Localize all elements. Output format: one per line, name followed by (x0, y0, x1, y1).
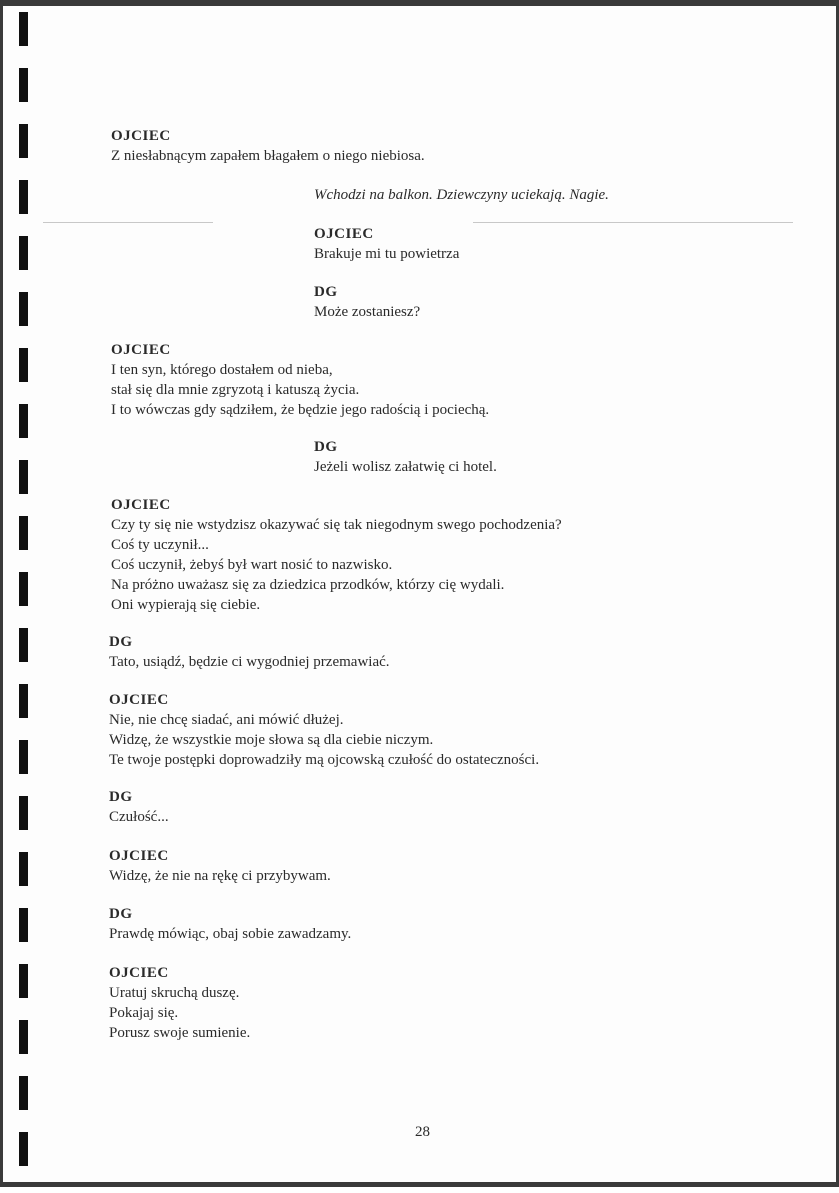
binding-hole (19, 236, 28, 270)
dialogue-line: Brakuje mi tu powietrza (314, 246, 460, 262)
dialogue-block (314, 224, 459, 264)
dialogue-line: Nie, nie chcę siadać, ani mówić dłużej. (109, 712, 344, 728)
binding-hole (19, 12, 28, 46)
speaker-name: OJCIEC (111, 342, 171, 358)
dialogue-line: Te twoje postępki doprowadziły mą ojcowską czułość do ostateczności. (109, 752, 540, 768)
binding-hole (19, 460, 28, 494)
dialogue-line: Tato, usiądź, będzie ci wygodniej przemawiać. (109, 654, 390, 670)
binding-hole (19, 292, 28, 326)
dialogue-line: Na próżno uważasz się za dziedzica przodków, którzy cię wydali. (111, 577, 505, 593)
scan-artifact (43, 222, 213, 223)
dialogue-line: Widzę, że wszystkie moje słowa są dla ciebie niczym. (109, 732, 434, 748)
dialogue-block (109, 904, 351, 944)
dialogue-line: stał się dla mnie zgryzotą i katuszą życia. (111, 382, 360, 398)
speaker-name: OJCIEC (111, 497, 171, 513)
speaker-name: DG (314, 284, 338, 300)
dialogue-block (111, 495, 562, 615)
binding-hole (19, 404, 28, 438)
speaker-name: DG (109, 906, 133, 922)
binding-hole (19, 852, 28, 886)
dialogue-line: Prawdę mówiąc, obaj sobie zawadzamy. (109, 926, 352, 942)
binding-hole (19, 796, 28, 830)
dialogue-line: Z niesłabnącym zapałem błagałem o niego niebiosa. (111, 148, 425, 164)
dialogue-block (109, 690, 539, 770)
dialogue-line: Pokajaj się. (109, 1005, 179, 1021)
binding-hole (19, 124, 28, 158)
dialogue-line: Oni wypierają się ciebie. (111, 597, 261, 613)
dialogue-line: Czy ty się nie wstydzisz okazywać się tak niegodnym swego pochodzenia? (111, 517, 562, 533)
binding-hole (19, 516, 28, 550)
binding-hole (19, 180, 28, 214)
stage-direction: Wchodzi na balkon. Dziewczyny uciekają. Nagie. (314, 187, 609, 203)
dialogue-line: Czułość... (109, 809, 169, 825)
dialogue-line: Widzę, że nie na rękę ci przybywam. (109, 868, 331, 884)
dialogue-block (109, 787, 169, 827)
dialogue-block (109, 632, 390, 672)
dialogue-block (111, 126, 425, 166)
speaker-name: OJCIEC (109, 965, 169, 981)
binding-hole (19, 964, 28, 998)
speaker-name: DG (109, 634, 133, 650)
dialogue-line: Jeżeli wolisz załatwię ci hotel. (314, 459, 497, 475)
binding-hole (19, 348, 28, 382)
dialogue-block (109, 846, 331, 886)
binding-hole (19, 740, 28, 774)
binding-hole (19, 1076, 28, 1110)
dialogue-block (314, 282, 420, 322)
dialogue-line: Coś uczynił, żebyś był wart nosić to nazwisko. (111, 557, 393, 573)
binding-hole (19, 572, 28, 606)
speaker-name: OJCIEC (109, 692, 169, 708)
page-number: 28 (415, 1124, 430, 1140)
dialogue-block (111, 340, 489, 420)
speaker-name: OJCIEC (314, 226, 374, 242)
binding-hole (19, 908, 28, 942)
speaker-name: OJCIEC (111, 128, 171, 144)
dialogue-line: Może zostaniesz? (314, 304, 421, 320)
dialogue-block (314, 437, 497, 477)
dialogue-line: I to wówczas gdy sądziłem, że będzie jego radością i pociechą. (111, 402, 490, 418)
dialogue-line: Uratuj skruchą duszę. (109, 985, 240, 1001)
binding-hole (19, 684, 28, 718)
dialogue-line: Coś ty uczynił... (111, 537, 209, 553)
dialogue-block (109, 963, 250, 1043)
binding-hole (19, 68, 28, 102)
speaker-name: DG (314, 439, 338, 455)
binding-hole (19, 1132, 28, 1166)
scan-artifact (473, 222, 793, 223)
dialogue-line: I ten syn, którego dostałem od nieba, (111, 362, 333, 378)
binding-strip (19, 6, 33, 1193)
binding-hole (19, 628, 28, 662)
dialogue-line: Porusz swoje sumienie. (109, 1025, 251, 1041)
speaker-name: DG (109, 789, 133, 805)
speaker-name: OJCIEC (109, 848, 169, 864)
binding-hole (19, 1020, 28, 1054)
